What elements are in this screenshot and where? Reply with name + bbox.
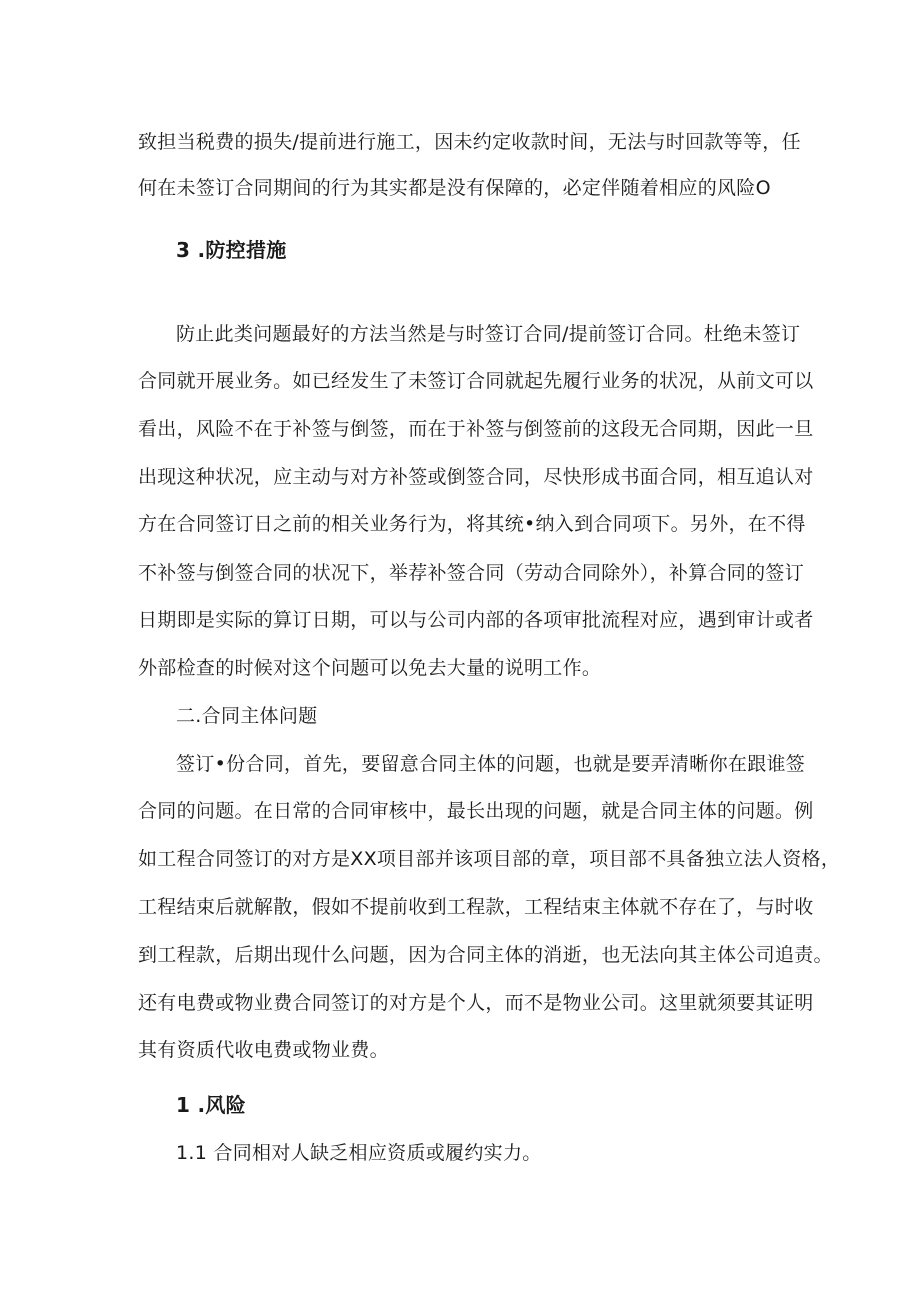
- paragraph-line: 方在合同签订日之前的相关业务行为，将其统•纳入到合同项下。另外，在不得: [138, 513, 806, 535]
- paragraph-line: 看出，风险不在于补签与倒签，而在于补签与倒签前的这段无合同期，因此一旦: [138, 418, 814, 440]
- paragraph-line: 还有电费或物业费合同签订的对方是个人，而不是物业公司。这里就须要其证明: [138, 992, 814, 1014]
- paragraph-line: 合同的问题。在日常的合同审核中，最长出现的问题，就是合同主体的问题。例: [138, 800, 814, 822]
- paragraph-line: 外部检查的时候对这个问题可以免去大量的说明工作。: [138, 657, 602, 679]
- paragraph-line: 出现这种状况，应主动与对方补签或倒签合同，尽快形成书面合同，相互追认对: [138, 466, 814, 488]
- paragraph-line: 防止此类问题最好的方法当然是与时签订合同/提前签订合同。杜绝未签订: [176, 323, 801, 345]
- section-heading-3: 3 .防控措施: [176, 238, 287, 262]
- paragraph-line: 工程结束后就解散，假如不提前收到工程款，工程结束主体就不存在了，与时收: [138, 896, 814, 918]
- paragraph-line: 致担当税费的损失/提前进行施工，因未约定收款时间，无法与时回款等等，任: [138, 131, 801, 153]
- paragraph-line: 合同就开展业务。如已经发生了未签订合同就起先履行业务的状况，从前文可以: [138, 370, 814, 392]
- paragraph-line: 其有资质代收电费或物业费。: [138, 1039, 389, 1061]
- section-heading-2: 二.合同主体问题: [176, 705, 318, 727]
- paragraph-line: 不补签与倒签合同的状况下，举荐补签合同（劳动合同除外），补算合同的签订: [138, 562, 805, 584]
- paragraph-line: 到工程款，后期出现什么问题，因为合同主体的消逝，也无法向其主体公司追责。: [138, 944, 833, 966]
- paragraph-line: 签订•份合同，首先，要留意合同主体的问题，也就是要弄清晰你在跟谁签: [176, 753, 806, 775]
- paragraph-line: 何在未签订合同期间的行为其实都是没有保障的，必定伴随着相应的风险O: [138, 177, 771, 199]
- paragraph-line: 如工程合同签订的对方是XX项目部并该项目部的章，项目部不具备独立法人资格，: [138, 848, 841, 870]
- risk-heading: 1 .风险: [176, 1093, 246, 1117]
- paragraph-line: 日期即是实际的算订日期，可以与公司内部的各项审批流程对应，遇到审计或者: [138, 609, 814, 631]
- risk-item: 1.1 合同相对人缺乏相应资质或履约实力。: [176, 1142, 542, 1164]
